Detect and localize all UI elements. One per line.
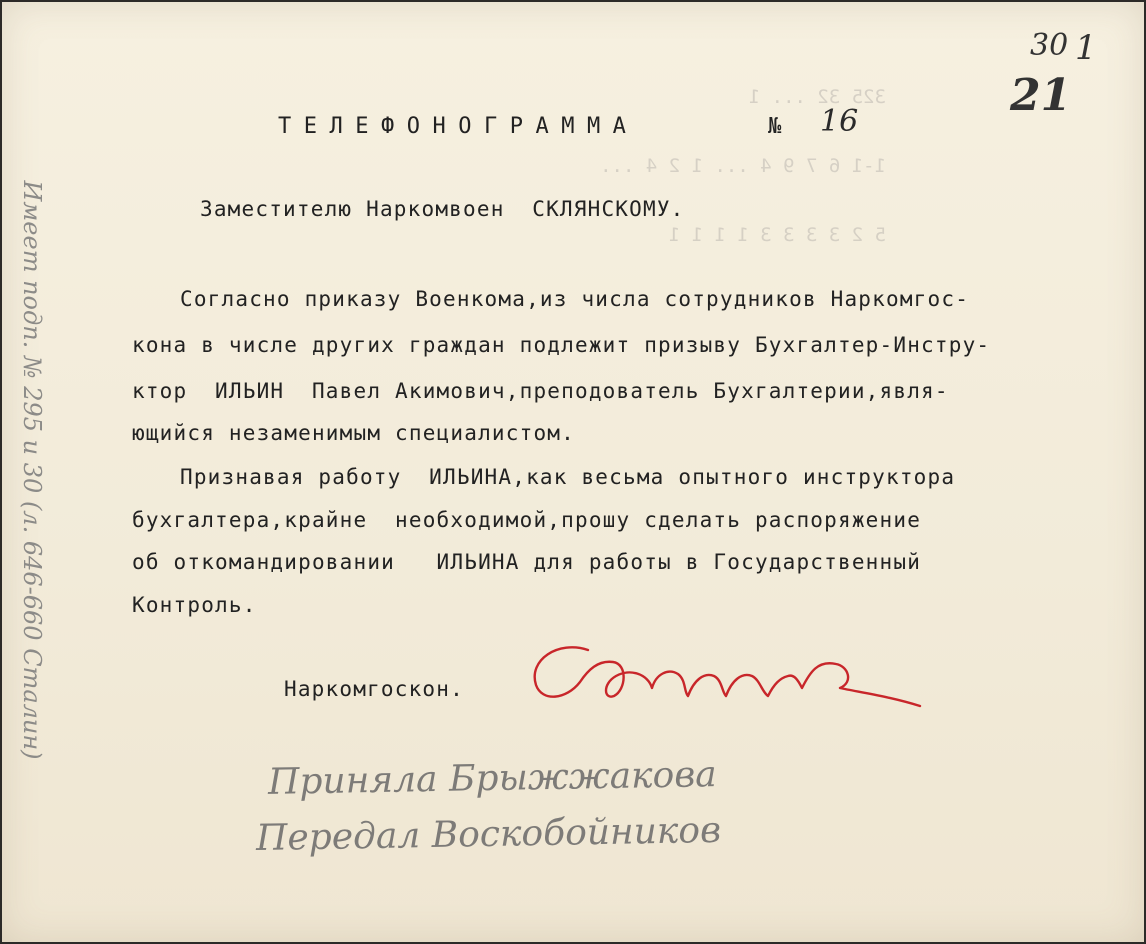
bleed-line: 325 32 ... 1 — [748, 86, 886, 108]
red-signature — [518, 630, 928, 730]
archive-mark-30: 30 — [1030, 28, 1069, 63]
sender-line: Наркомгоскон. — [284, 677, 464, 701]
addressee-line: Заместителю Наркомвоен СКЛЯНСКОМУ. — [200, 197, 685, 221]
document-title: ТЕЛЕФОНОГРАММА — [278, 114, 639, 139]
margin-archive-note: Имеет подп. № 295 и 30 (л. 646-660 Сталин) — [18, 180, 46, 760]
body-line: Контроль. — [132, 593, 257, 617]
body-line: об откомандировании ИЛЬИНА для работы в Государственный — [132, 550, 922, 574]
body-line: Согласно приказу Военкома,из числа сотрудников Наркомгос- — [180, 287, 970, 311]
archive-mark-1: 1 — [1075, 28, 1097, 68]
pencil-note-received: Приняла Брыжжакова — [267, 754, 718, 803]
body-line: ктор ИЛЬИН Павел Акимович,преподователь Бухгалтерии,явля- — [132, 379, 949, 403]
body-line: Признавая работу ИЛЬИНА,как весьма опытного инструктора — [180, 465, 956, 489]
body-line: кона в числе других граждан подлежит призыву Бухгалтер-Инстру- — [132, 333, 991, 357]
body-line: бухгалтера,крайне необходимой,прошу сделать распоряжение — [132, 508, 922, 532]
archive-mark-21: 21 — [1010, 70, 1072, 121]
bleed-line: 5 2 3 3 3 3 1 1 1 1 — [668, 224, 886, 246]
bleed-line: 1-1 6 7 9 4 ... 1 2 4 ... — [600, 155, 886, 177]
body-line: ющийся незаменимым специалистом. — [132, 421, 575, 445]
bleed-through-text — [600, 40, 886, 293]
handwritten-number: 16 — [820, 104, 859, 139]
number-sign: № — [768, 114, 786, 139]
pencil-note-transmitted: Передал Воскобойников — [255, 809, 722, 860]
